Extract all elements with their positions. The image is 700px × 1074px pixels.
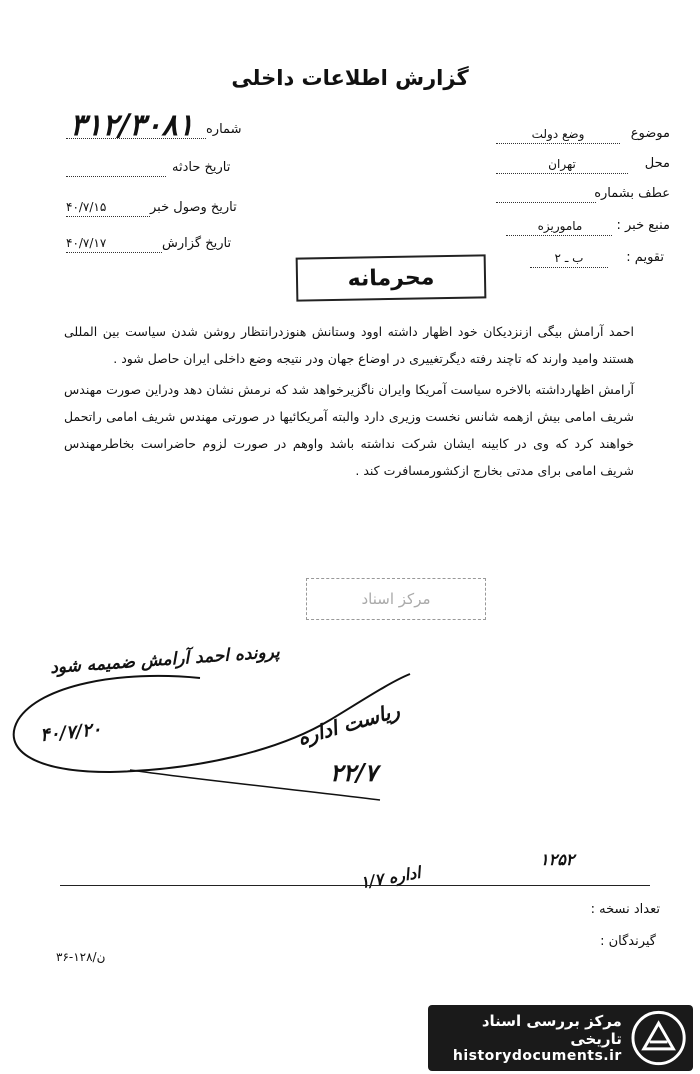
handwritten-bottom-note: اداره ۱/۷ (358, 862, 422, 893)
receipt-date-value: ۴۰/۷/۱۵ (66, 200, 107, 214)
handwritten-sig-date: ۲۲/۷ (330, 758, 378, 787)
location-line (496, 173, 628, 174)
source-value: ماموریزه (537, 219, 583, 233)
recipients-label: گیرندگان : (600, 934, 656, 949)
receipt-date-line (66, 216, 150, 217)
number-value: ۳۱۲/۳۰۸۱ (70, 108, 194, 143)
logo-org-name: مرکز بررسی اسناد تاریخی (481, 1012, 622, 1048)
location-label: محل (644, 156, 670, 171)
handwritten-initials: ۱۲۵۲ (540, 850, 575, 869)
subject-value: وضع دولت (531, 127, 585, 141)
report-date-label: تاریخ گزارش (162, 236, 232, 251)
handwritten-date-circle: ۴۰/۷/۲۰ (39, 718, 103, 747)
source-watermark (428, 1005, 693, 1071)
form-code: ۳۶-۱۲۸/ن (56, 950, 106, 964)
event-date-label: تاریخ حادثه (172, 160, 231, 175)
reference-label: عطف بشماره (594, 186, 670, 201)
copies-label: تعداد نسخه : (590, 902, 660, 917)
handwritten-signature: ریاست اداره (294, 698, 403, 750)
footer-divider (60, 885, 650, 886)
reference-line (496, 202, 596, 203)
event-date-line (66, 176, 166, 177)
body-paragraph-2: آرامش اظهارداشته بالاخره سیاست آمریکا وایران ناگزیرخواهد شد که نرمش نشان دهد ودراین صورت مهندس شریف امامی بیش ازهمه شانس نخست وزیری دارد والبته آمریکائیها در صورتی مهندس شریف امامی راتحمل خواهند کرد که وی در کابینه ایشان شرکت نداشته باشد واوهم در صورت لزوم حاضراست بخاطرمهندس شریف امامی برای مدتی بخارج ازکشورمسافرت کند . (64, 382, 634, 478)
source-label: منبع خبر : (616, 218, 670, 233)
logo-website: historydocuments.ir (452, 1048, 622, 1064)
archive-stamp: مرکز اسناد (306, 578, 486, 620)
calendar-line (530, 267, 608, 268)
handwritten-note: پرونده احمد آرامش ضمیمه شود (49, 642, 281, 678)
document-title: گزارش اطلاعات داخلی (231, 66, 469, 90)
number-label: شماره (206, 122, 242, 137)
calendar-value: ب ـ ۲ (554, 251, 584, 265)
report-body (64, 318, 634, 488)
source-line (506, 235, 612, 236)
number-underline (66, 138, 206, 139)
receipt-date-label: تاریخ وصول خبر (150, 200, 237, 215)
report-date-line (66, 252, 162, 253)
subject-line (496, 143, 620, 144)
body-paragraph-1: احمد آرامش بیگی ازنزدیکان خود اظهار داشته اوود وستانش هنوزدرانتظار روشن شدن سیاست بین المللی هستند وامید وارند که تاچند رفته دیگرتغییری در اوضاع جهان ودر نتیجه وضع داخلی ایران حاصل شود . (64, 324, 634, 366)
archive-logo-icon (630, 1009, 687, 1067)
confidential-stamp: محرمانه (296, 254, 487, 301)
calendar-label: تقویم : (626, 250, 664, 265)
subject-label: موضوع (630, 126, 670, 141)
report-date-value: ۴۰/۷/۱۷ (66, 236, 107, 250)
location-value: تهران (548, 157, 576, 171)
